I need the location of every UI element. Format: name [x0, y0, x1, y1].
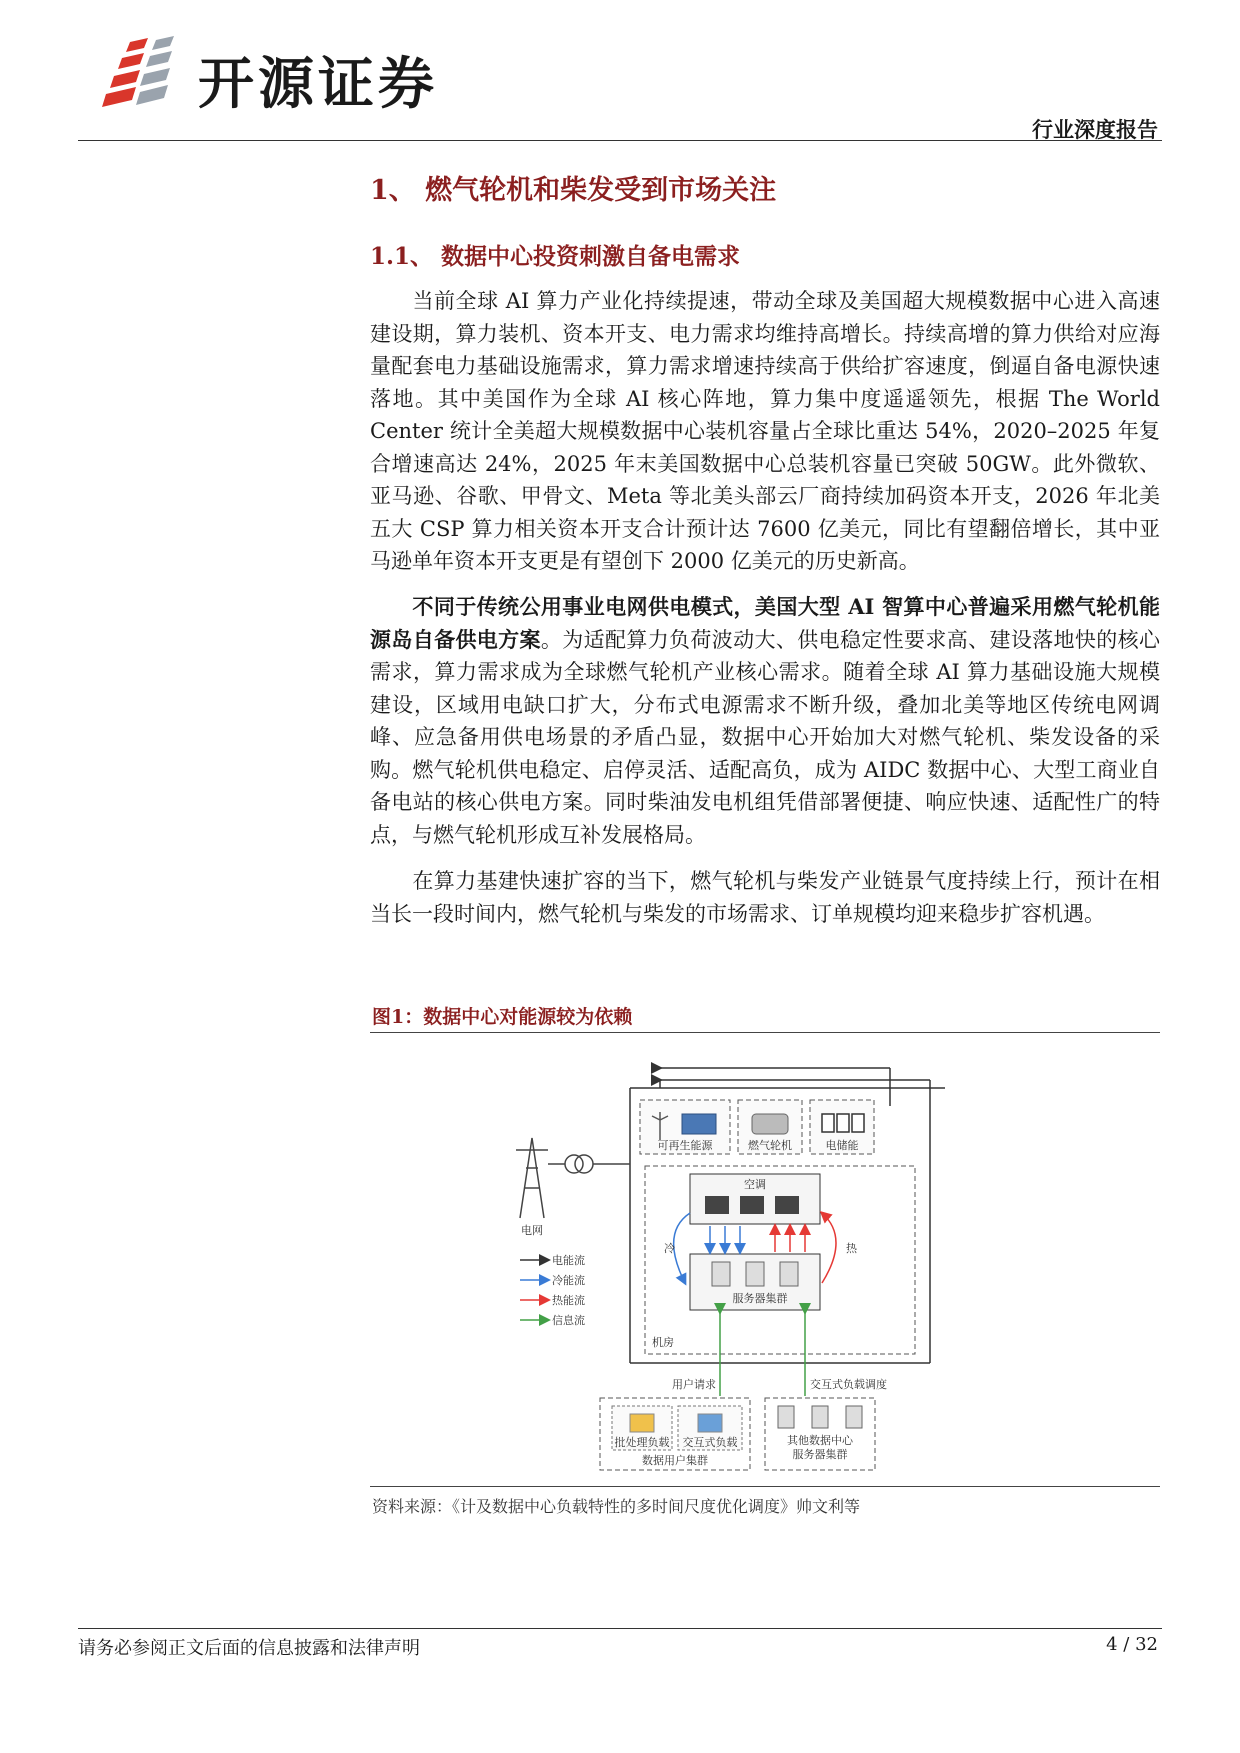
report-type-label: 行业深度报告 [1032, 117, 1158, 142]
svg-text:热能流: 热能流 [552, 1294, 585, 1307]
svg-text:电能流: 电能流 [552, 1254, 585, 1267]
svg-text:服务器集群: 服务器集群 [732, 1292, 788, 1305]
power-grid-tower-icon [516, 1138, 630, 1237]
interactive-load-icon [698, 1414, 722, 1432]
air-conditioning-box [690, 1174, 820, 1224]
svg-text:冷: 冷 [664, 1242, 675, 1255]
server-cluster-box [690, 1254, 820, 1310]
batch-load-icon [630, 1414, 654, 1432]
company-logo-icon [100, 36, 190, 114]
svg-text:服务器集群: 服务器集群 [792, 1448, 848, 1461]
svg-text:热: 热 [846, 1242, 857, 1255]
solar-panel-icon [682, 1114, 716, 1134]
ac-unit-icon [705, 1196, 729, 1214]
svg-text:电储能: 电储能 [825, 1139, 859, 1152]
disclaimer-note: 请务必参阅正文后面的信息披露和法律声明 [78, 1638, 420, 1659]
battery-icon [822, 1114, 834, 1132]
svg-text:用户请求: 用户请求 [672, 1378, 716, 1391]
server-icon [712, 1262, 730, 1286]
paragraph-outlook: 在算力基建快速扩容的当下，燃气轮机与柴发产业链景气度持续上行，预计在相当长一段时间内，燃气轮机与柴发的市场需求、订单规模均迎来稳步扩容机遇。 [370, 869, 1160, 926]
svg-text:数据用户集群: 数据用户集群 [642, 1454, 708, 1467]
renewable-energy-box [640, 1100, 730, 1154]
paragraph-ai-compute: 当前全球 AI 算力产业化持续提速，带动全球及美国超大规模数据中心进入高速建设期，算力装机、资本开支、电力需求均维持高增长。持续高增的算力供给对应海量配套电力基础设施需求，算力需求增速持续高于供给扩容速度，倒逼自备电源快速落地。其中美国作为全球 AI 核心阵地，算力集中度遥遥领先，根据 The World Center 统计全美超大规模数据中心装机容量占全球比重达 54%，2020–2025 年复合增速高达 24%，2025 年末美国数据中心总装机容量已突破 50GW。此外微软、亚马逊、谷歌、甲骨文、Meta 等北美头部云厂商持续加码资本开支，2026 年北美五大 CSP 算力相关资本开支合计预计达 7600 亿美元，同比有望翻倍增长，其中亚马逊单年资本开支更是有望创下 2000 亿美元的历史新高。 [370, 289, 1160, 573]
page-number: 4 / 32 [1106, 1634, 1158, 1655]
gas-turbine-box [738, 1100, 802, 1154]
svg-text:燃气轮机: 燃气轮机 [748, 1139, 792, 1152]
paragraph-gas-turbine: 不同于传统公用事业电网供电模式，美国大型 AI 智算中心普遍采用燃气轮机能源岛自备供电方案。为适配算力负荷波动大、供电稳定性要求高、建设落地快的核心需求，算力需求成为全球燃气轮机产业核心需求。随着全球 AI 算力基础设施大规模建设，区域用电缺口扩大，分布式电源需求不断升级，叠加北美等地区传统电网调峰、应急备用供电场景的矛盾凸显，数据中心开始加大对燃气轮机、柴发设备的采购。燃气轮机供电稳定、启停灵活、适配高负，成为 AIDC 数据中心、大型工商业自备电站的核心供电方案。同时柴油发电机组凭借部署便捷、响应快速、适配性广的特点，与燃气轮机形成互补发展格局。 [370, 594, 1160, 847]
paragraph-bold-lead: 不同于传统公用事业电网供电模式，美国大型 AI 智算中心普遍采用燃气轮机能源岛自备供电方案 [370, 594, 1160, 652]
subsection-heading: 1.1、 数据中心投资刺激自备电需求 [370, 243, 741, 270]
svg-text:信息流: 信息流 [552, 1314, 585, 1327]
svg-text:交互式负载: 交互式负载 [682, 1436, 738, 1449]
energy-storage-box [810, 1100, 874, 1154]
svg-text:可再生能源: 可再生能源 [657, 1139, 713, 1152]
figure-title: 图1：数据中心对能源较为依赖 [372, 1006, 633, 1028]
svg-text:电网: 电网 [521, 1224, 543, 1237]
footer-divider [78, 1628, 1162, 1629]
header-divider [78, 140, 1162, 141]
user-cluster-box [600, 1398, 750, 1470]
svg-text:机房: 机房 [652, 1336, 674, 1349]
figure-bottom-rule [370, 1486, 1160, 1487]
server-icon [778, 1406, 794, 1428]
section-heading: 1、 燃气轮机和柴发受到市场关注 [370, 175, 777, 206]
datacenter-energy-diagram [521, 1058, 960, 1483]
svg-text:冷能流: 冷能流 [552, 1274, 585, 1287]
figure-source: 资料来源：《计及数据中心负载特性的多时间尺度优化调度》帅文利等 [372, 1497, 861, 1516]
brand-name: 开源证券 [198, 52, 438, 117]
figure-top-rule [370, 1032, 1160, 1033]
svg-text:其他数据中心: 其他数据中心 [787, 1434, 853, 1447]
svg-text:交互式负载调度: 交互式负载调度 [810, 1378, 887, 1391]
gas-turbine-icon [752, 1114, 788, 1134]
svg-text:批处理负载: 批处理负载 [614, 1436, 670, 1449]
diagram-legend [520, 1253, 585, 1327]
svg-text:空调: 空调 [744, 1178, 766, 1191]
other-datacenter-box [765, 1398, 875, 1470]
